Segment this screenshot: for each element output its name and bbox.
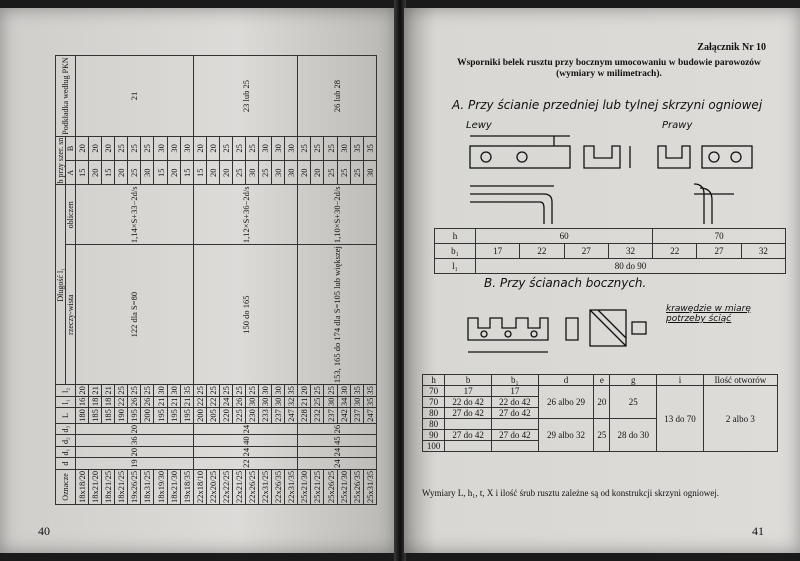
ta-h70: 70	[653, 229, 786, 244]
ta-b1-cell: 22	[520, 244, 564, 259]
table-cell: 195	[129, 409, 140, 422]
table-cell: 30	[325, 397, 336, 407]
table-cell: 30	[272, 136, 285, 160]
tb-g-bottom: 28 do 30	[610, 419, 657, 452]
table-cell: 20	[299, 386, 310, 395]
table-cell: 35	[286, 386, 297, 395]
tb-h: 90	[423, 430, 445, 441]
table-cell: 24	[298, 458, 377, 470]
table-cell: 18x19/30	[155, 470, 166, 503]
table-cell: 25	[141, 136, 154, 160]
table-cell: 20	[102, 136, 115, 160]
table-cell: 18x18/20	[77, 470, 88, 503]
tb-b1: 27 do 42	[492, 430, 539, 441]
table-cell: 25	[298, 136, 311, 160]
table-cell: 20	[193, 136, 206, 160]
table-cell: 20	[219, 161, 232, 185]
tb-d-bottom: 29 albo 32	[538, 419, 594, 452]
tb-b1: 22 do 42	[492, 397, 539, 408]
table-cell: 26	[142, 397, 153, 407]
ta-b1-cell: 22	[653, 244, 697, 259]
table-cell: 25	[337, 161, 350, 185]
table-cell: 30	[285, 136, 298, 160]
table-cell: 45	[298, 435, 377, 447]
header-dlugosc: Długość l₁	[56, 185, 66, 385]
table-cell: 32	[286, 397, 297, 407]
table-cell: 30	[363, 161, 376, 185]
table-cell: 30	[285, 161, 298, 185]
table-cell: 19x26/25	[129, 470, 140, 503]
table-cell: 195	[181, 409, 192, 422]
table-cell: 15	[154, 161, 167, 185]
table-cell: 20	[311, 161, 324, 185]
table-cell: 30	[259, 136, 272, 160]
table-cell: 30	[351, 397, 362, 407]
left-page	[0, 8, 396, 553]
tb-header: h	[423, 375, 445, 386]
footnote: Wymiary L, h₁, t, X i ilość śrub rusztu zależne są od konstrukcji skrzyni ogniowej.	[422, 488, 720, 498]
table-cell: 30	[260, 397, 271, 407]
table-cell: 30	[337, 136, 350, 160]
table-cell: 20	[89, 136, 102, 160]
table-cell: 25x26/25	[325, 470, 336, 503]
table-cell: 19	[76, 458, 194, 470]
table-cell: 20	[76, 446, 194, 458]
table-cell: 21	[76, 56, 194, 136]
table-cell: 21	[181, 397, 192, 407]
table-cell: 25	[232, 161, 245, 185]
table-cell: 25	[219, 136, 232, 160]
label-lewy: Lewy	[466, 120, 492, 131]
table-cell: 40	[193, 435, 298, 447]
table-cell: 30	[272, 161, 285, 185]
table-cell: 30	[246, 161, 259, 185]
tb-e-bottom: 25	[594, 419, 610, 452]
tb-h: 80	[423, 408, 445, 419]
table-cell: 25	[116, 386, 127, 395]
table-cell: 15	[76, 161, 89, 185]
header-L: L	[56, 408, 76, 424]
table-cell: 195	[168, 409, 179, 422]
tb-header: e	[594, 375, 610, 386]
ta-b1-cell: 32	[608, 244, 652, 259]
table-cell: 19x18/35	[181, 470, 192, 503]
tb-h: 70	[423, 397, 445, 408]
table-cell: 20	[76, 423, 194, 435]
table-cell: 247	[364, 409, 375, 422]
table-cell: 22x21/25	[233, 470, 244, 503]
table-cell: 205	[207, 409, 218, 422]
tb-h: 80	[423, 419, 445, 430]
bevel-note: krawędzie w miarę potrzeby ściąć	[666, 304, 751, 324]
table-cell: 26	[298, 423, 377, 435]
table-cell: 35	[364, 397, 375, 407]
table-cell: 25	[220, 386, 231, 395]
title-line-2: (wymiary w milimetrach).	[556, 69, 662, 79]
table-cell: 185	[103, 409, 114, 422]
table-cell: 18	[90, 397, 101, 407]
table-cell: 25	[324, 136, 337, 160]
table-cell: 153, 165 do 174 dla S=105 lub większej	[298, 245, 377, 385]
table-cell: 190	[116, 409, 127, 422]
table-cell: 25	[350, 161, 363, 185]
table-cell: 21	[155, 397, 166, 407]
header-podkladka: Podkładka według PKN	[56, 56, 76, 136]
page-number-left: 40	[38, 524, 50, 538]
table-cell: 225	[233, 409, 244, 422]
rotated-table-wrapper	[55, 57, 377, 505]
table-cell: 30	[154, 136, 167, 160]
tb-h: 100	[423, 441, 445, 452]
table-cell: 22x31/35	[286, 470, 297, 503]
table-cell: 20	[206, 161, 219, 185]
table-cell: 242	[338, 409, 349, 422]
table-cell: 20	[76, 136, 89, 160]
table-cell: 22x26/25	[247, 470, 258, 503]
table-cell: 21	[103, 386, 114, 395]
table-cell: 200	[142, 409, 153, 422]
table-cell: 26	[129, 397, 140, 407]
grate-bolt-table	[55, 55, 377, 505]
tb-header: g	[610, 375, 657, 386]
header-B: B	[66, 136, 76, 160]
table-cell: 25	[232, 136, 245, 160]
table-cell: 22	[193, 458, 298, 470]
table-cell: 233	[260, 409, 271, 422]
table-cell: 25	[246, 136, 259, 160]
table-b	[422, 374, 778, 452]
table-cell: 22x26/35	[273, 470, 284, 503]
table-cell: 1,14×S+33−2d/s	[76, 185, 194, 245]
table-cell: 25	[128, 136, 141, 160]
table-cell: 25	[325, 386, 336, 395]
table-cell: 25	[142, 386, 153, 395]
table-cell: 16	[77, 397, 88, 407]
table-cell: 25	[259, 161, 272, 185]
table-cell: 195	[155, 409, 166, 422]
table-cell: 34	[338, 397, 349, 407]
tb-h: 70	[423, 386, 445, 397]
table-cell: 26 lub 28	[298, 56, 377, 136]
header-A: A	[66, 161, 76, 185]
table-cell: 30	[247, 397, 258, 407]
ta-b1-label: b₁	[435, 244, 476, 259]
tb-b: 27 do 42	[445, 408, 492, 419]
tb-header: b	[445, 375, 492, 386]
header-b: b przy szer. sn	[56, 137, 65, 184]
table-cell: 20	[77, 386, 88, 395]
ta-l1-value: 80 do 90	[476, 259, 786, 274]
table-cell: 180	[77, 409, 88, 422]
table-cell: 1,12×S+36−2d/s	[193, 185, 298, 245]
table-cell: 25x21/30	[338, 470, 349, 503]
table-row	[193, 56, 206, 505]
table-cell: 30	[260, 386, 271, 395]
tb-b	[445, 419, 492, 430]
header-d1: d₁	[56, 446, 76, 458]
header-l2: l₂	[56, 385, 76, 397]
tb-g-top: 25	[610, 386, 657, 419]
header-d2: d₂	[56, 435, 76, 447]
table-cell: 35	[363, 136, 376, 160]
table-cell: 20	[298, 161, 311, 185]
header-oznaczenie: Oznacze	[56, 469, 76, 504]
table-cell: 230	[247, 409, 258, 422]
table-cell: 35	[351, 386, 362, 395]
table-row	[76, 56, 89, 505]
ta-b1-cell: 27	[564, 244, 608, 259]
table-cell: 25x21/25	[312, 470, 323, 503]
table-cell: 24	[193, 446, 298, 458]
table-cell: 18	[103, 397, 114, 407]
ta-h-label: h	[435, 229, 476, 244]
table-cell: 20	[89, 161, 102, 185]
table-cell: 25	[311, 136, 324, 160]
table-cell: 30	[180, 136, 193, 160]
table-cell: 24	[298, 446, 377, 458]
table-cell: 25	[207, 386, 218, 395]
table-cell: 25	[115, 136, 128, 160]
table-cell: 1,10×S+30−2d/s	[298, 185, 377, 245]
table-cell: 20	[206, 136, 219, 160]
table-cell: 220	[220, 409, 231, 422]
table-cell: 22	[194, 397, 205, 407]
table-cell: 22	[207, 397, 218, 407]
table-cell: 25	[233, 386, 244, 395]
table-cell: 25x31/35	[364, 470, 375, 503]
bracket-drawing-a	[444, 128, 774, 228]
table-cell: 30	[273, 386, 284, 395]
table-cell: 25x26/35	[351, 470, 362, 503]
table-cell: 228	[299, 409, 310, 422]
tb-i: 13 do 70	[657, 386, 704, 452]
table-cell: 26	[233, 397, 244, 407]
table-cell: 25	[129, 386, 140, 395]
table-cell: 18x31/25	[142, 470, 153, 503]
table-cell: 15	[102, 161, 115, 185]
table-cell: 25	[324, 161, 337, 185]
tb-header: i	[657, 375, 704, 386]
header-d3: d₃	[56, 423, 76, 435]
table-cell: 25	[194, 386, 205, 395]
ta-l1-label: l₁	[435, 259, 476, 274]
table-cell: 185	[90, 409, 101, 422]
tb-count: 2 albo 3	[703, 386, 777, 452]
header-d: d	[56, 458, 76, 470]
tb-b1: 27 do 42	[492, 408, 539, 419]
tb-b1	[492, 441, 539, 452]
section-b-heading: B. Przy ścianach bocznych.	[484, 276, 647, 290]
page-title	[444, 58, 774, 80]
table-cell: 30	[273, 397, 284, 407]
table-cell: 15	[180, 161, 193, 185]
table-cell: 18x21/25	[103, 470, 114, 503]
tb-e-top: 20	[594, 386, 610, 419]
table-cell: 36	[76, 435, 194, 447]
table-cell: 18x21/20	[90, 470, 101, 503]
table-cell: 25x21/30	[299, 470, 310, 503]
tb-b: 17	[445, 386, 492, 397]
tb-b1: 17	[492, 386, 539, 397]
table-cell: 232	[312, 409, 323, 422]
table-cell: 22x31/25	[260, 470, 271, 503]
table-cell: 24	[193, 423, 298, 435]
label-prawy: Prawy	[662, 120, 693, 131]
tb-b: 27 do 42	[445, 430, 492, 441]
table-cell: 35	[364, 386, 375, 395]
table-cell: 30	[155, 386, 166, 395]
table-cell: 25	[247, 386, 258, 395]
table-cell: 200	[194, 409, 205, 422]
table-cell: 35	[350, 136, 363, 160]
table-cell: 237	[325, 409, 336, 422]
table-cell: 22x22/25	[220, 470, 231, 503]
table-cell: 25	[128, 161, 141, 185]
header-obliczen: obliczen	[66, 185, 76, 245]
table-cell: 35	[181, 386, 192, 395]
table-cell: 25	[312, 386, 323, 395]
ta-b1-cell: 32	[741, 244, 785, 259]
table-cell: 30	[168, 386, 179, 395]
ta-b1-cell: 27	[697, 244, 741, 259]
header-l1: l₁	[56, 396, 76, 408]
table-cell: 23 lub 25	[193, 56, 298, 136]
header-rzeczywista: rzeczy-wista	[66, 245, 76, 385]
table-cell: 20	[167, 161, 180, 185]
table-cell: 15	[193, 161, 206, 185]
table-cell: 30	[141, 161, 154, 185]
tb-b: 22 do 42	[445, 397, 492, 408]
table-cell: 22x18/10	[194, 470, 205, 503]
table-cell: 21	[90, 386, 101, 395]
tb-header: d	[538, 375, 594, 386]
section-a-heading: A. Przy ścianie przedniej lub tylnej skrzyni ogniowej	[452, 98, 763, 112]
title-line-1: Wsporniki belek rusztu przy bocznym umocowaniu w budowie parowozów	[457, 58, 761, 68]
page-number-right: 41	[752, 524, 764, 538]
table-cell: 22	[116, 397, 127, 407]
tb-b1	[492, 419, 539, 430]
bracket-drawing-b	[444, 296, 674, 366]
tb-header: b₁	[492, 375, 539, 386]
table-cell: 24	[220, 397, 231, 407]
table-cell: 30	[338, 386, 349, 395]
table-cell: 25	[312, 397, 323, 407]
table-cell: 18x21/30	[168, 470, 179, 503]
table-cell: 247	[286, 409, 297, 422]
table-cell: 20	[115, 161, 128, 185]
table-cell: 237	[273, 409, 284, 422]
table-row	[298, 56, 311, 505]
tb-d-top: 26 albo 29	[538, 386, 594, 419]
table-cell: 18x21/25	[116, 470, 127, 503]
table-cell: 21	[299, 397, 310, 407]
table-cell: 122 dla S=80	[76, 245, 194, 385]
table-cell: 237	[351, 409, 362, 422]
table-cell: 21	[168, 397, 179, 407]
table-cell: 30	[167, 136, 180, 160]
annex-label: Załącznik Nr 10	[697, 42, 766, 53]
ta-h60: 60	[476, 229, 653, 244]
table-cell: 22x20/25	[207, 470, 218, 503]
ta-b1-cell: 17	[476, 244, 520, 259]
tb-b	[445, 441, 492, 452]
table-cell: 150 do 165	[193, 245, 298, 385]
table-a	[434, 228, 786, 274]
right-page	[404, 8, 800, 553]
tb-header: Ilość otworów	[703, 375, 777, 386]
